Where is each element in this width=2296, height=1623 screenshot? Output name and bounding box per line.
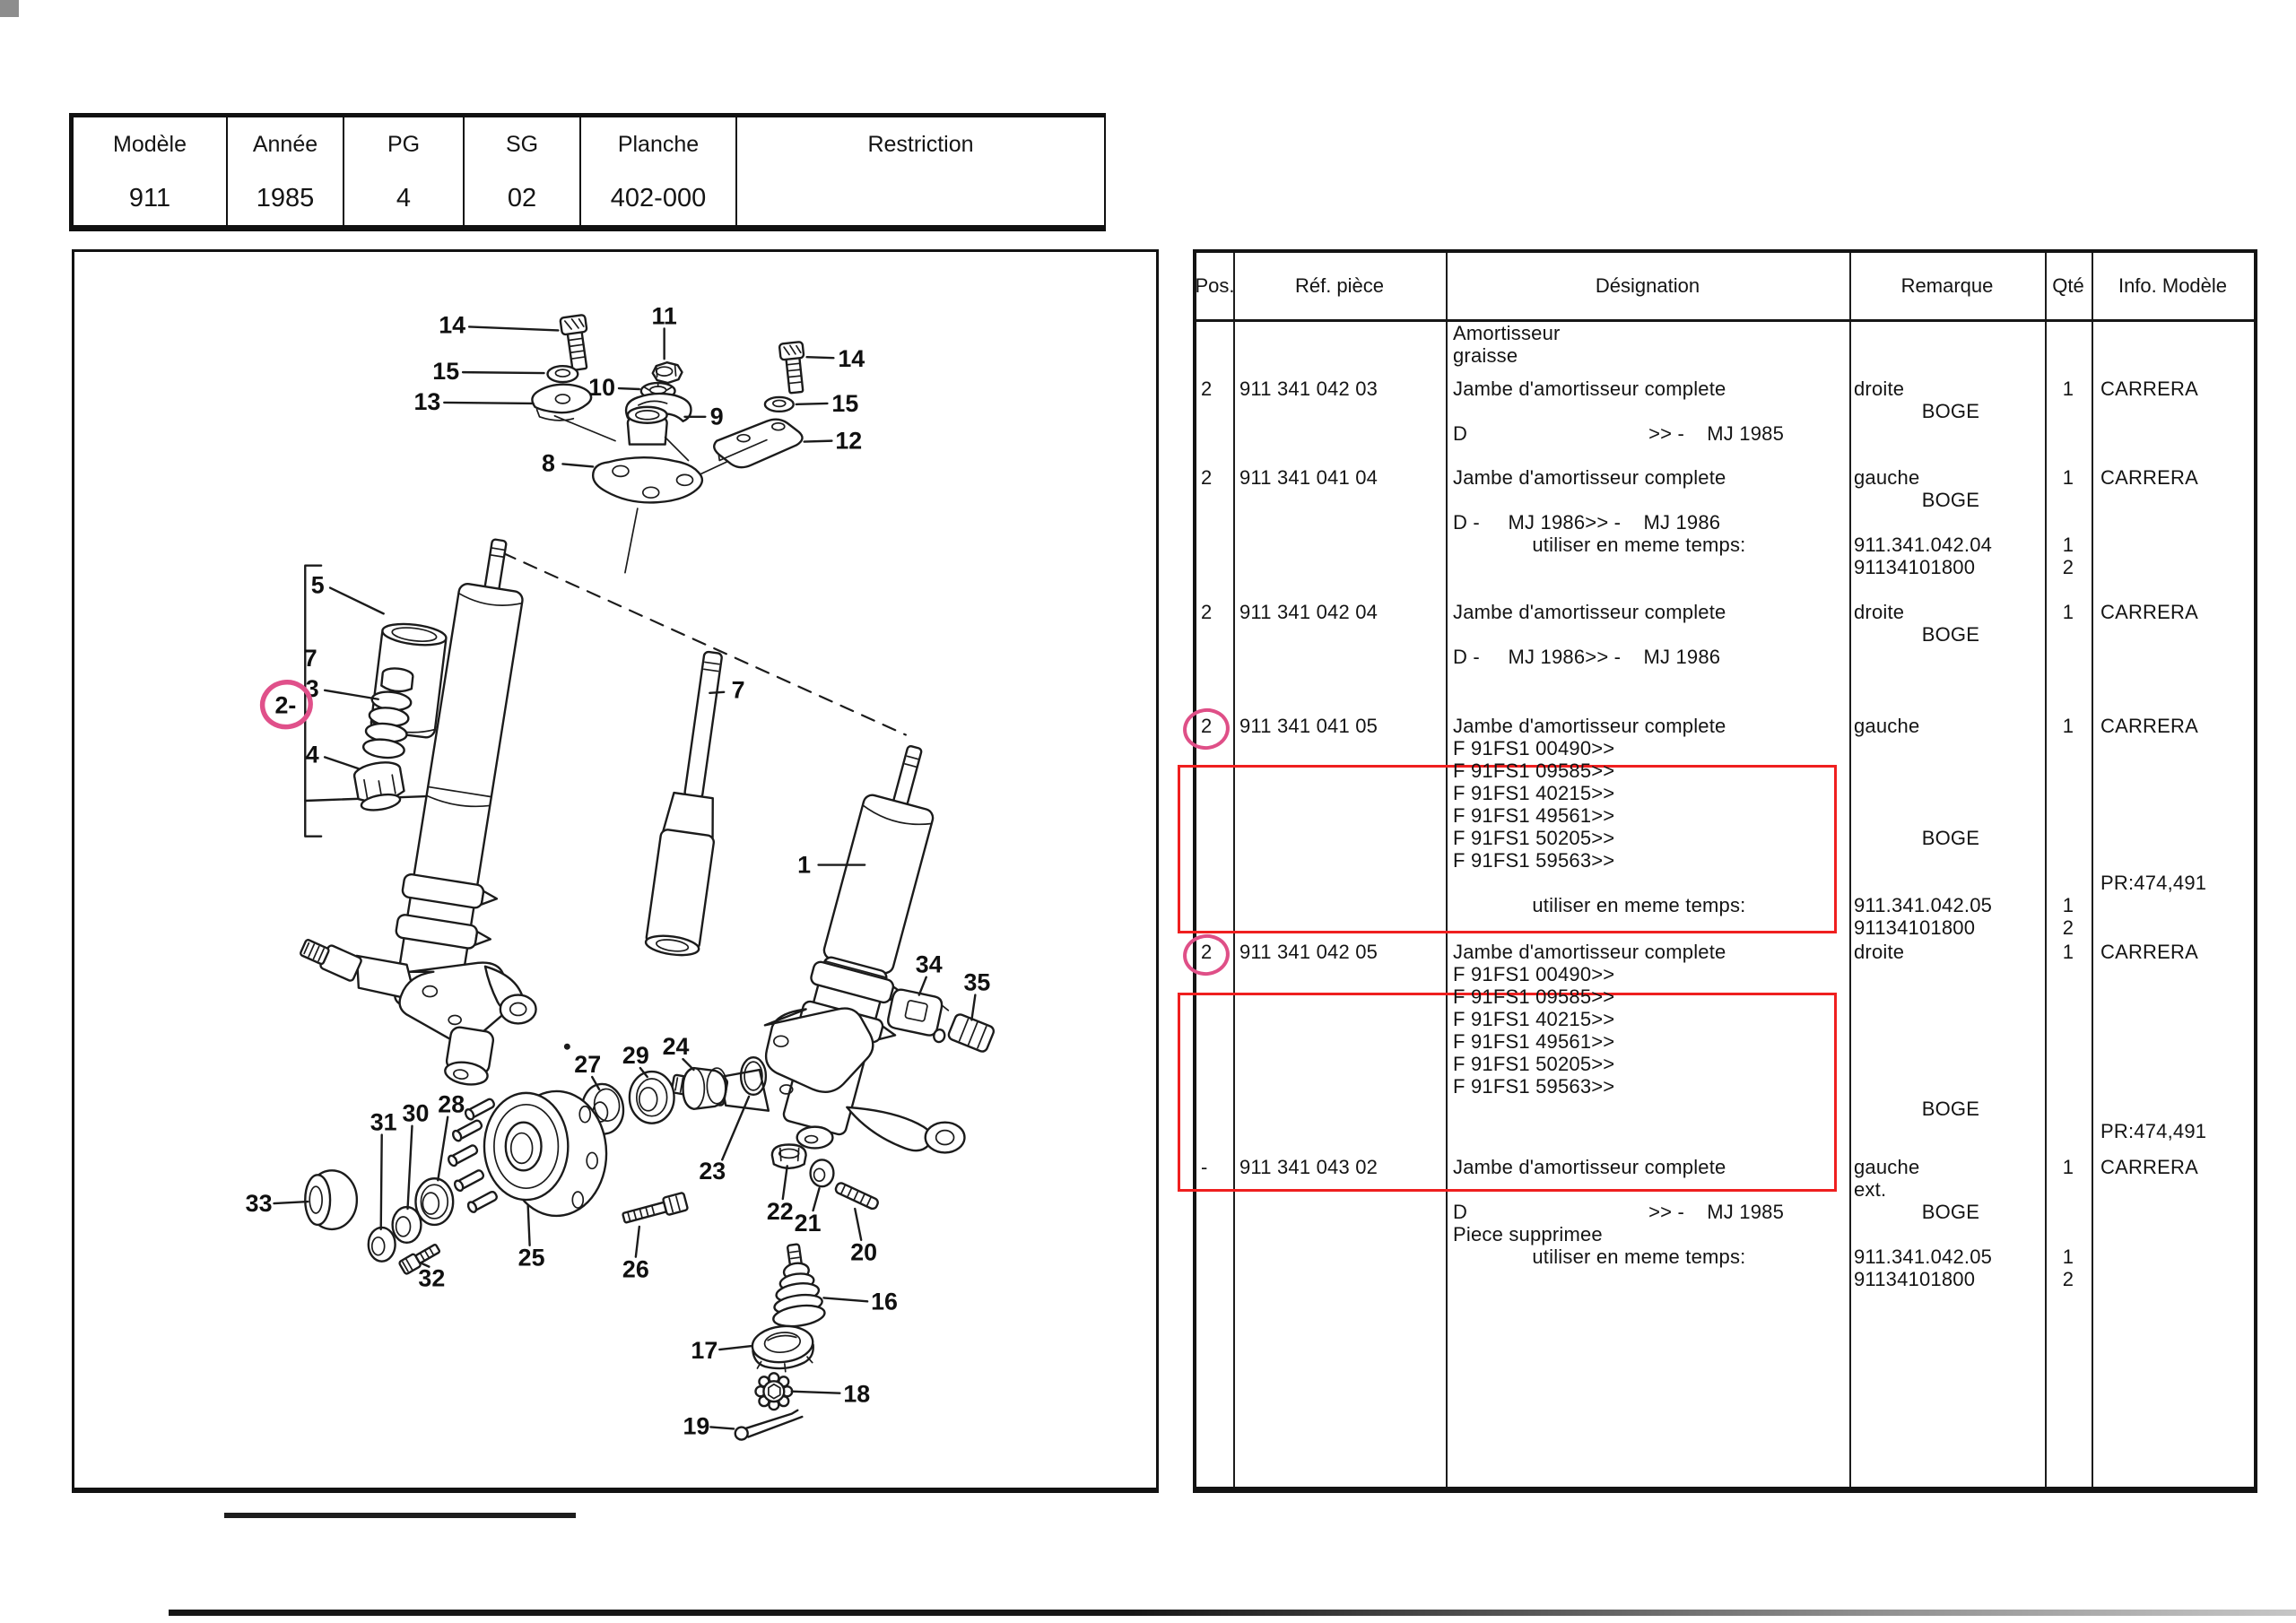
table-line: BOGE: [1854, 400, 1980, 422]
part-label-32: 32: [418, 1264, 446, 1292]
table-line: [2045, 759, 2092, 782]
part-label-4: 4: [305, 741, 319, 768]
label-leader-line: [709, 692, 724, 693]
table-line: 2: [2062, 1268, 2074, 1290]
bearing-28: [415, 1178, 453, 1225]
table-line: Amortisseur: [1453, 322, 1561, 344]
part-label-34: 34: [915, 950, 943, 978]
table-line: Jambe d'amortisseur complete: [1453, 1156, 1726, 1178]
cell-info: [2092, 941, 2254, 1142]
table-line: 91134101800: [1854, 1268, 1976, 1290]
part-label-8: 8: [542, 449, 555, 477]
table-line: 911 341 042 04: [1239, 601, 1378, 623]
bolt-14-left: [560, 315, 592, 371]
table-row-block: [1196, 466, 2254, 578]
label-leader-line: [710, 1427, 734, 1428]
table-line: [1854, 737, 2045, 759]
table-line: F 91FS1 49561>>: [1453, 1030, 1615, 1053]
label-leader-line: [528, 1205, 530, 1245]
label-leader-line: [619, 388, 639, 389]
label-leader-line: [444, 403, 533, 404]
table-line: 91134101800: [1854, 916, 1976, 939]
part-label-15: 15: [432, 358, 460, 386]
cell-rem: [1849, 1156, 2045, 1290]
table-line: [2045, 1223, 2092, 1245]
label-leader-line: [274, 1202, 308, 1203]
table-line: 1: [2062, 715, 2074, 737]
part-label-30: 30: [402, 1099, 430, 1127]
table-line: -: [1201, 1156, 1208, 1178]
cell-ref: [1233, 941, 1446, 1142]
cell-qte: [2045, 378, 2092, 445]
strut-top-flange-8: [593, 407, 702, 503]
left-strut-body: [385, 534, 552, 1017]
cell-info: [2092, 466, 2254, 578]
cell-qte: [2045, 322, 2092, 367]
part-label-14: 14: [838, 345, 865, 373]
table-line: droite: [1854, 941, 1905, 963]
label-leader-line: [719, 1346, 752, 1350]
part-label-21: 21: [794, 1209, 822, 1237]
plate-13: [532, 385, 591, 421]
cell-des: [1446, 601, 1849, 668]
table-line: D - MJ 1986>> - MJ 1986: [1453, 646, 1721, 668]
table-line: CARRERA: [2100, 378, 2198, 400]
ball-joint-boot-16: [763, 1242, 826, 1330]
label-leader-line: [381, 1135, 382, 1229]
part-label-10: 10: [588, 373, 616, 401]
header-info-mod-le: Info. Modèle: [2118, 274, 2228, 297]
scan-edge-bar: [169, 1610, 2296, 1616]
part-label-31: 31: [370, 1108, 397, 1136]
label-leader-line: [562, 464, 593, 466]
label-leader-line: [463, 372, 544, 373]
parts-table-header: [1196, 253, 2254, 322]
part-label-25: 25: [517, 1244, 545, 1271]
table-line: 1: [2062, 601, 2074, 623]
table-line: Jambe d'amortisseur complete: [1453, 941, 1726, 963]
castle-nut-17: [751, 1324, 815, 1375]
table-line: BOGE: [1854, 1098, 1980, 1120]
table-line: BOGE: [1854, 489, 1980, 511]
part-label-2: 2-: [274, 691, 297, 719]
bolt-14-right: [779, 342, 808, 394]
table-line: D >> - MJ 1985: [1453, 422, 1785, 445]
table-line: [1201, 322, 1233, 344]
table-line: gauche: [1854, 1156, 1920, 1178]
table-line: CARRERA: [2100, 1156, 2198, 1178]
part-label-17: 17: [691, 1336, 718, 1364]
part-label-13: 13: [413, 387, 441, 415]
part-label-16: 16: [871, 1288, 898, 1315]
meta-value-année: 1985: [228, 171, 344, 225]
table-line: F 91FS1 09585>>: [1453, 759, 1615, 782]
cell-qte: [2045, 715, 2092, 939]
table-line: 911.341.042.05: [1854, 894, 1993, 916]
meta-value-sg: 02: [465, 171, 581, 225]
table-line: 91134101800: [1854, 556, 1976, 578]
cell-info: [2092, 715, 2254, 939]
table-line: [1854, 1008, 2045, 1030]
washer-15-right: [765, 397, 794, 412]
part-label-19: 19: [683, 1412, 710, 1440]
meta-label-modèle: Modèle: [74, 117, 228, 171]
cell-info: [2092, 378, 2254, 445]
table-line: [2100, 1030, 2254, 1053]
table-line: 2: [1201, 378, 1213, 400]
meta-value-modèle: 911: [74, 171, 228, 225]
table-line: [1453, 1178, 1849, 1201]
table-line: [2100, 759, 2254, 782]
cell-qte: [2045, 941, 2092, 1142]
table-line: F 91FS1 00490>>: [1453, 963, 1615, 985]
header-d-signation: Désignation: [1595, 274, 1700, 297]
table-line: 1: [2062, 1156, 2074, 1178]
table-line: [1854, 963, 2045, 985]
table-line: D - MJ 1986>> - MJ 1986: [1453, 511, 1721, 534]
table-line: 911.341.042.04: [1854, 534, 1993, 556]
table-line: BOGE: [1854, 1201, 1980, 1223]
table-line: [1854, 782, 2045, 804]
header-qt-: Qté: [2052, 274, 2084, 297]
cell-qte: [2045, 1156, 2092, 1290]
part-label-1: 1: [797, 851, 812, 879]
part-label-7: 7: [731, 676, 745, 704]
table-row-block: [1196, 941, 2254, 1142]
table-line: [1854, 849, 2045, 872]
table-line: F 91FS1 59563>>: [1453, 1075, 1615, 1098]
parts-table-body: [1196, 322, 2254, 1290]
cell-ref: [1233, 378, 1446, 445]
table-line: [2045, 511, 2092, 534]
meta-label-sg: SG: [465, 117, 581, 171]
table-line: 2: [1201, 601, 1213, 623]
label-leader-line: [783, 1166, 787, 1199]
label-leader-line: [683, 1059, 694, 1070]
part-label-12: 12: [835, 427, 863, 455]
table-line: [2100, 782, 2254, 804]
lock-plate-18: [755, 1373, 792, 1410]
cell-pos: [1196, 715, 1233, 939]
table-line: [1854, 1053, 2045, 1075]
cell-ref: [1233, 1156, 1446, 1290]
table-line: 2: [1201, 466, 1213, 489]
part-label-23: 23: [699, 1158, 726, 1185]
grease-cap-33: [305, 1170, 357, 1229]
table-line: graisse: [1453, 344, 1518, 367]
table-line: [2100, 804, 2254, 827]
label-leader-line: [855, 1209, 861, 1240]
label-leader-line: [813, 1188, 820, 1211]
table-line: F 91FS1 50205>>: [1453, 827, 1615, 849]
table-line: [2100, 1098, 2254, 1120]
table-line: 911.341.042.05: [1854, 1245, 1993, 1268]
label-leader-line: [971, 995, 975, 1020]
cell-rem: [1849, 601, 2045, 668]
table-line: [2045, 849, 2092, 872]
table-row-block: [1196, 601, 2254, 668]
cell-des: [1446, 378, 1849, 445]
table-line: 911 341 041 04: [1239, 466, 1378, 489]
meta-label-restriction: Restriction: [867, 131, 974, 157]
table-line: utiliser en meme temps:: [1453, 534, 1746, 556]
cell-rem: [1849, 466, 2045, 578]
meta-value-restriction: [737, 171, 1104, 225]
part-label-28: 28: [438, 1090, 465, 1118]
table-row-block: [1196, 1156, 2254, 1290]
cell-pos: [1196, 1156, 1233, 1290]
table-line: [2100, 849, 2254, 872]
parts-table: [1193, 249, 2257, 1493]
cell-des: [1446, 1156, 1849, 1290]
header-pos-: Pos.: [1195, 274, 1235, 297]
label-leader-line: [469, 326, 558, 330]
table-line: F 91FS1 50205>>: [1453, 1053, 1615, 1075]
cell-rem: [1849, 378, 2045, 445]
part-label-27: 27: [574, 1051, 602, 1079]
cell-ref: [1233, 601, 1446, 668]
table-line: F 91FS1 40215>>: [1453, 782, 1615, 804]
cotter-pin-19: [733, 1410, 804, 1440]
meta-value-planche: 402-000: [581, 171, 737, 225]
cell-ref: [1233, 466, 1446, 578]
part-label-22: 22: [766, 1197, 794, 1225]
table-line: [1453, 623, 1849, 646]
exploded-diagram: [74, 252, 1156, 1488]
label-leader-line: [330, 588, 384, 614]
cell-des: [1446, 715, 1849, 939]
part-label-11: 11: [651, 302, 677, 330]
table-line: Jambe d'amortisseur complete: [1453, 466, 1726, 489]
table-line: Jambe d'amortisseur complete: [1453, 378, 1726, 400]
table-line: D >> - MJ 1985: [1453, 1201, 1785, 1223]
table-line: droite: [1854, 378, 1905, 400]
part-label-18: 18: [843, 1380, 871, 1408]
part-label-20: 20: [850, 1238, 878, 1266]
table-line: 911 341 042 03: [1239, 378, 1378, 400]
part-label-9: 9: [709, 403, 724, 430]
table-line: 2: [2062, 916, 2074, 939]
part-label-35: 35: [963, 968, 991, 996]
cell-des: [1446, 322, 1849, 367]
table-line: [2045, 1201, 2092, 1223]
table-line: [2100, 1008, 2254, 1030]
nut-22: [772, 1144, 806, 1167]
table-line: 1: [2062, 894, 2074, 916]
bush-4: [352, 759, 406, 813]
table-line: [2045, 782, 2092, 804]
label-leader-line: [807, 357, 834, 358]
plate-12: [714, 420, 802, 468]
table-line: [2045, 827, 2092, 849]
table-line: BOGE: [1854, 623, 1980, 646]
table-line: gauche: [1854, 715, 1920, 737]
table-line: F 91FS1 49561>>: [1453, 804, 1615, 827]
cell-des: [1446, 941, 1849, 1142]
table-line: [1453, 872, 1849, 894]
table-line: utiliser en meme temps:: [1453, 1245, 1746, 1268]
meta-label-planche: Planche: [581, 117, 737, 171]
label-leader-line: [438, 1117, 448, 1181]
table-line: [1854, 1075, 2045, 1098]
table-line: Jambe d'amortisseur complete: [1453, 601, 1726, 623]
cell-qte: [2045, 466, 2092, 578]
scan-corner-artifact: [0, 0, 19, 17]
table-line: PR:474,491: [2100, 872, 2207, 894]
label-leader-line: [408, 1126, 413, 1209]
part-label-29: 29: [622, 1042, 649, 1070]
cell-pos: [1196, 466, 1233, 578]
table-line: gauche: [1854, 466, 1920, 489]
table-line: Jambe d'amortisseur complete: [1453, 715, 1726, 737]
table-line: F 91FS1 40215>>: [1453, 1008, 1615, 1030]
table-line: [2045, 804, 2092, 827]
meta-label-année: Année: [228, 117, 344, 171]
cell-rem: [1849, 715, 2045, 939]
table-line: [2100, 963, 2254, 985]
part-label-33: 33: [245, 1190, 273, 1218]
table-line: [1854, 804, 2045, 827]
table-line: ext.: [1854, 1178, 1887, 1201]
table-line: [2100, 737, 2254, 759]
table-line: utiliser en meme temps:: [1453, 894, 1746, 916]
bolt-26: [622, 1193, 688, 1227]
table-line: 911 341 041 05: [1239, 715, 1378, 737]
table-line: droite: [1854, 601, 1905, 623]
table-line: [1239, 322, 1446, 344]
table-line: 911 341 042 05: [1239, 941, 1378, 963]
table-row-block: [1196, 715, 2254, 939]
cell-pos: [1196, 941, 1233, 1142]
table-line: [1854, 1030, 2045, 1053]
table-line: 1: [2062, 941, 2074, 963]
table-line: [2045, 489, 2092, 511]
part-label-7: 7: [303, 644, 317, 672]
stud-20: [834, 1182, 879, 1211]
nut-11: [653, 362, 683, 383]
header-r-f-pi-ce: Réf. pièce: [1294, 274, 1385, 297]
label-leader-line: [823, 1298, 867, 1301]
table-line: [2100, 827, 2254, 849]
table-line: [1854, 1223, 2045, 1245]
table-line: 1: [2062, 1245, 2074, 1268]
meta-label-pg: PG: [344, 117, 465, 171]
part-label-26: 26: [622, 1255, 649, 1283]
cell-pos: [1196, 322, 1233, 367]
label-leader-line: [636, 1227, 639, 1257]
table-line: [2100, 1075, 2254, 1098]
cell-ref: [1233, 322, 1446, 367]
label-leader-line: [804, 441, 832, 442]
table-line: [1453, 400, 1849, 422]
table-line: [2100, 985, 2254, 1008]
label-leader-line: [792, 1392, 840, 1393]
table-line: CARRERA: [2100, 466, 2198, 489]
part-label-3: 3: [305, 674, 319, 702]
table-line: [2045, 1178, 2092, 1201]
table-line: Piece supprimee: [1453, 1223, 1603, 1245]
table-line: [1854, 872, 2045, 894]
cell-info: [2092, 601, 2254, 668]
middle-cartridge-7: [645, 649, 740, 959]
table-line: CARRERA: [2100, 715, 2198, 737]
part-label-5: 5: [310, 571, 325, 599]
cell-ref: [1233, 715, 1446, 939]
table-line: [2045, 872, 2092, 894]
wheel-hub-25: [447, 1091, 606, 1216]
top-mount-group: [532, 315, 807, 503]
cell-qte: [2045, 601, 2092, 668]
table-line: 2: [1201, 715, 1213, 737]
cell-info: [2092, 1156, 2254, 1290]
meta-value-pg: 4: [344, 171, 465, 225]
table-line: [1453, 489, 1849, 511]
table-line: [2045, 737, 2092, 759]
table-line: [1854, 759, 2045, 782]
table-line: CARRERA: [2100, 601, 2198, 623]
table-line: PR:474,491: [2100, 1120, 2207, 1142]
table-line: 2: [2062, 556, 2074, 578]
table-line: 1: [2062, 378, 2074, 400]
table-line: 911 341 043 02: [1239, 1156, 1378, 1178]
cell-pos: [1196, 378, 1233, 445]
table-line: 1: [2062, 534, 2074, 556]
scan-line-artifact: [224, 1513, 576, 1518]
table-line: [1854, 985, 2045, 1008]
table-line: BOGE: [1854, 827, 1980, 849]
label-leader-line: [325, 757, 359, 768]
table-line: 1: [2062, 466, 2074, 489]
cell-info: [2092, 322, 2254, 367]
part-label-24: 24: [662, 1033, 690, 1061]
table-line: F 91FS1 09585>>: [1453, 985, 1615, 1008]
table-line: F 91FS1 59563>>: [1453, 849, 1615, 872]
label-leader-line: [325, 690, 378, 699]
header-remarque: Remarque: [1900, 274, 1994, 297]
table-line: F 91FS1 00490>>: [1453, 737, 1615, 759]
exploded-diagram-box: [72, 249, 1159, 1493]
label-leader-line: [919, 977, 926, 995]
part-label-14: 14: [439, 311, 466, 339]
part-label-15: 15: [831, 389, 859, 417]
table-row-block: [1196, 322, 2254, 367]
cell-rem: [1849, 941, 2045, 1142]
table-line: 2: [1201, 941, 1213, 963]
cell-pos: [1196, 601, 1233, 668]
table-line: CARRERA: [2100, 941, 2198, 963]
table-line: [1854, 511, 2045, 534]
cell-des: [1446, 466, 1849, 578]
washer-15-left: [547, 366, 578, 382]
cell-rem: [1849, 322, 2045, 367]
meta-table: [69, 113, 1106, 231]
table-line: [2100, 1053, 2254, 1075]
table-row-block: [1196, 378, 2254, 445]
